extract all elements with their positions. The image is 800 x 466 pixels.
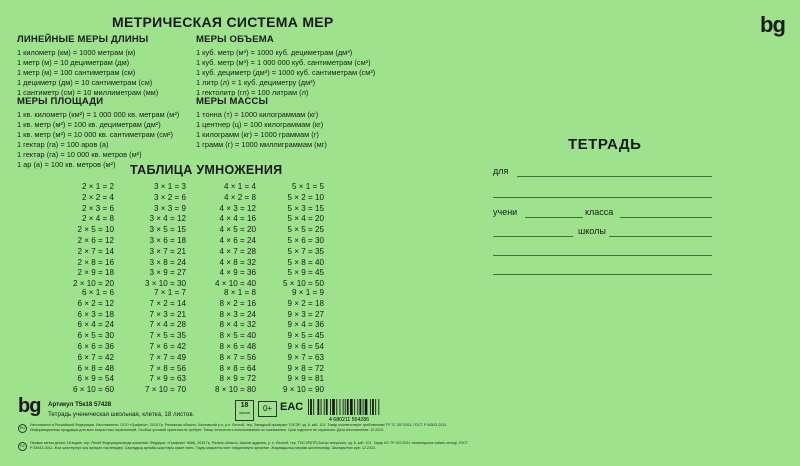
multiplication-row: 6 × 10 = 60	[73, 385, 114, 395]
multiplication-row: 9 × 2 = 18	[287, 298, 324, 308]
multiplication-row: 3 × 8 = 24	[149, 257, 186, 267]
multiplication-row: 2 × 8 = 16	[77, 257, 114, 267]
field-label-for: для	[493, 166, 509, 176]
multiplication-row: 3 × 3 = 9	[154, 203, 186, 213]
multiplication-row: 8 × 2 = 16	[219, 298, 256, 308]
multiplication-row: 6 × 5 = 30	[77, 331, 114, 341]
multiplication-row: 2 × 10 = 20	[73, 279, 114, 289]
multiplication-row: 5 × 8 = 40	[287, 257, 324, 267]
multiplication-row: 2 × 3 = 6	[82, 203, 114, 213]
fine-print-kz: Первые метки детям; 18 видов, тер. Ресей Федерациясында жасалған. Өндіруші: «Графика» ЖШҚ. 2015 Гр. Рязань облысы, Шилов аудансы, р. п. Лесной, тер. ТОСЭР(ПП) Батыс өнеркәсіп, зд. 6, каб. 101. Тауар КО ТР 007/2011 талаптарына сәйкес келеді, ГОСТ Р 54543-2011. Жас шектеулері жоқ ақпарат тақ өнімдер. Сақтаудың арнайы шарттары қажет емес. Тауар мақсатты ниет пайдалануға арналған. Жарамдылық мерзімі шектелмейді. Шығарылған күні: 12.2023.	[30, 441, 468, 450]
multiplication-row: 6 × 1 = 6	[82, 288, 114, 297]
multiplication-row: 7 × 10 = 70	[145, 385, 186, 395]
multiplication-row: 9 × 1 = 9	[292, 288, 324, 297]
multiplication-row: 2 × 2 = 4	[82, 192, 114, 202]
multiplication-row: 7 × 6 = 42	[149, 341, 186, 351]
multiplication-row: 7 × 9 = 63	[149, 374, 186, 384]
length-line: 1 дециметр (дм) = 10 сантиметрам (см)	[17, 77, 153, 87]
multiplication-row: 5 × 1 = 5	[292, 182, 324, 191]
multiplication-row: 3 × 6 = 18	[149, 235, 186, 245]
multiplication-column	[58, 182, 116, 290]
mass-line: 1 тонна (т) = 1000 килограммам (кг)	[196, 110, 319, 119]
multiplication-row: 2 × 5 = 10	[77, 225, 114, 235]
multiplication-row: 7 × 2 = 14	[149, 298, 186, 308]
length-section	[17, 34, 158, 98]
volume-line: 1 куб. метр (м³) = 1000 куб. дециметрам (дм³)	[196, 48, 353, 57]
multiplication-row: 5 × 4 = 20	[287, 214, 324, 224]
volume-line: 1 гектолитр (гл) = 100 литрам (л)	[196, 87, 309, 97]
multiplication-row: 8 × 6 = 48	[219, 341, 256, 351]
footer-logo: bg	[18, 395, 41, 417]
multiplication-row: 7 × 8 = 56	[149, 363, 186, 373]
multiplication-row: 6 × 6 = 36	[77, 341, 114, 351]
multiplication-column	[268, 182, 326, 290]
multiplication-column	[200, 182, 258, 290]
area-heading: МЕРЫ ПЛОЩАДИ	[17, 96, 104, 107]
area-line: 1 ар (а) = 100 кв. метров (м²)	[17, 159, 116, 169]
sheets-unit: листов	[238, 411, 251, 415]
field-line[interactable]	[493, 274, 712, 275]
field-line-school[interactable]	[609, 236, 712, 237]
mass-heading: МЕРЫ МАССЫ	[196, 96, 269, 107]
barcode	[304, 398, 394, 422]
volume-heading: МЕРЫ ОБЪЕМА	[196, 34, 274, 45]
multiplication-row: 8 × 10 = 80	[215, 385, 256, 395]
field-line-class[interactable]	[620, 217, 712, 218]
multiplication-row: 3 × 4 = 12	[149, 214, 186, 224]
area-line: 1 кв. метр (м²) = 100 кв. дециметрам (дм²)	[17, 119, 161, 129]
product-name: Тетрадь ученическая школьная, клетка, 18 листов.	[48, 411, 195, 418]
multiplication-row: 2 × 1 = 2	[82, 182, 114, 191]
multiplication-row: 9 × 3 = 27	[287, 309, 324, 319]
eac-mark: EAC	[280, 401, 304, 413]
multiplication-row: 5 × 3 = 15	[287, 203, 324, 213]
multiplication-row: 8 × 4 = 32	[219, 320, 256, 330]
volume-section	[196, 34, 375, 98]
multiplication-row: 5 × 2 = 10	[287, 192, 324, 202]
multiplication-row: 6 × 3 = 18	[77, 309, 114, 319]
multiplication-row: 3 × 9 = 27	[149, 268, 186, 278]
multiplication-row: 8 × 7 = 56	[219, 352, 256, 362]
multiplication-row: 4 × 7 = 28	[219, 246, 256, 256]
mark-kz-icon: KZ	[18, 442, 27, 451]
multiplication-row: 4 × 8 = 32	[219, 257, 256, 267]
length-line: 1 сантиметр (см) = 10 миллиметрам (мм)	[17, 87, 159, 97]
multiplication-row: 7 × 5 = 35	[149, 331, 186, 341]
metric-system-title: МЕТРИЧЕСКАЯ СИСТЕМА МЕР	[112, 14, 334, 30]
multiplication-row: 6 × 8 = 48	[77, 363, 114, 373]
area-line: 1 кв. километр (км²) = 1 000 000 кв. метрам (м²)	[17, 110, 180, 119]
multiplication-title: ТАБЛИЦА УМНОЖЕНИЯ	[130, 163, 283, 177]
multiplication-row: 9 × 9 = 81	[287, 374, 324, 384]
field-label-student: учени	[493, 207, 518, 217]
multiplication-row: 4 × 9 = 36	[219, 268, 256, 278]
multiplication-row: 8 × 8 = 64	[219, 363, 256, 373]
mass-line: 1 килограмм (кг) = 1000 граммам (г)	[196, 129, 319, 139]
area-line: 1 кв. метр (м²) = 10 000 кв. сантиметрам (см²)	[17, 129, 173, 139]
multiplication-row: 4 × 2 = 8	[224, 192, 256, 202]
multiplication-row: 7 × 3 = 21	[149, 309, 186, 319]
length-line: 1 километр (км) = 1000 метрам (м)	[17, 48, 136, 57]
field-label-class: класса	[585, 207, 614, 217]
multiplication-row: 5 × 10 = 50	[283, 279, 324, 289]
mark-ru-icon: RU	[18, 424, 27, 433]
field-line[interactable]	[493, 255, 712, 256]
multiplication-column	[200, 288, 258, 396]
fine-print-ru: Изготовлено в Российской Федерации. Изготовитель: ООО «Графика», 2015 Гр. Рязанская область, Шиловский р-н, р.п. Лесной, тер. Западный промузел ТОСЭР, зд. 6, каб. 101. Товар соответствует требованиям ТР ТС 007/2011, ГОСТ Р 54543-2011. Информационная продукция для всех возрастных ограничений. Особых условий хранения не требует. Товар относится к использованию по назначению. Срок годности не ограничен. Дата изготовления: 12.2023.	[30, 423, 448, 432]
field-line-student[interactable]	[525, 217, 583, 218]
sheets-count: 18	[240, 402, 249, 409]
brand-logo: bg	[760, 12, 785, 37]
multiplication-row: 9 × 10 = 90	[283, 385, 324, 395]
multiplication-row: 3 × 1 = 3	[154, 182, 186, 191]
field-line[interactable]	[493, 236, 573, 237]
length-heading: ЛИНЕЙНЫЕ МЕРЫ ДЛИНЫ	[17, 34, 149, 45]
length-line: 1 метр (м) = 10 дециметрам (дм)	[17, 57, 130, 67]
artikul: Артикул Т5к18 57428	[48, 401, 112, 408]
multiplication-row: 8 × 5 = 40	[219, 331, 256, 341]
multiplication-row: 9 × 5 = 45	[287, 331, 324, 341]
multiplication-row: 3 × 10 = 30	[145, 279, 186, 289]
multiplication-row: 7 × 4 = 28	[149, 320, 186, 330]
multiplication-row: 3 × 2 = 6	[154, 192, 186, 202]
multiplication-row: 2 × 9 = 18	[77, 268, 114, 278]
mass-line: 1 грамм (г) = 1000 миллиграммам (мг)	[196, 139, 327, 149]
multiplication-row: 2 × 7 = 14	[77, 246, 114, 256]
multiplication-row: 8 × 9 = 72	[219, 374, 256, 384]
mass-section	[196, 96, 327, 150]
mass-line: 1 центнер (ц) = 100 килограммам (кг)	[196, 119, 324, 129]
field-line[interactable]	[493, 197, 712, 198]
multiplication-row: 4 × 5 = 20	[219, 225, 256, 235]
volume-line: 1 куб. метр (м³) = 1 000 000 куб. сантиметрам (см³)	[196, 57, 371, 67]
multiplication-row: 8 × 3 = 24	[219, 309, 256, 319]
multiplication-row: 2 × 6 = 12	[77, 235, 114, 245]
multiplication-row: 9 × 6 = 54	[287, 341, 324, 351]
multiplication-row: 2 × 4 = 8	[82, 214, 114, 224]
multiplication-row: 9 × 4 = 36	[287, 320, 324, 330]
multiplication-row: 5 × 5 = 25	[287, 225, 324, 235]
multiplication-row: 6 × 4 = 24	[77, 320, 114, 330]
volume-line: 1 литр (л) = 1 куб. дециметру (дм³)	[196, 77, 316, 87]
multiplication-row: 4 × 4 = 16	[219, 214, 256, 224]
multiplication-row: 9 × 8 = 72	[287, 363, 324, 373]
multiplication-row: 5 × 7 = 35	[287, 246, 324, 256]
multiplication-column	[58, 288, 116, 396]
length-line: 1 метр (м) = 100 сантиметрам (см)	[17, 67, 136, 77]
area-line: 1 гектар (га) = 100 аров (а)	[17, 139, 109, 149]
multiplication-row: 3 × 7 = 21	[149, 246, 186, 256]
area-line: 1 гектар (га) = 10 000 кв. метров (м²)	[17, 149, 142, 159]
multiplication-row: 3 × 5 = 15	[149, 225, 186, 235]
multiplication-row: 6 × 2 = 12	[77, 298, 114, 308]
multiplication-row: 6 × 9 = 54	[77, 374, 114, 384]
multiplication-row: 4 × 6 = 24	[219, 235, 256, 245]
multiplication-row: 6 × 7 = 42	[77, 352, 114, 362]
multiplication-row: 9 × 7 = 63	[287, 352, 324, 362]
volume-line: 1 куб. дециметр (дм³) = 1000 куб. сантиметрам (см³)	[196, 67, 376, 77]
multiplication-row: 8 × 1 = 8	[224, 288, 256, 297]
field-line-for[interactable]	[517, 176, 712, 177]
multiplication-row: 7 × 7 = 49	[149, 352, 186, 362]
multiplication-row: 7 × 1 = 7	[154, 288, 186, 297]
multiplication-column	[130, 288, 188, 396]
multiplication-row: 5 × 9 = 45	[287, 268, 324, 278]
multiplication-column	[268, 288, 326, 396]
multiplication-row: 5 × 6 = 30	[287, 235, 324, 245]
barcode-digits: 4 680211 554286	[328, 417, 370, 422]
area-section	[17, 96, 179, 169]
multiplication-column	[130, 182, 188, 290]
multiplication-row: 4 × 10 = 40	[215, 279, 256, 289]
multiplication-row: 4 × 1 = 4	[224, 182, 256, 191]
field-label-school: школы	[578, 226, 606, 236]
multiplication-row: 4 × 3 = 12	[219, 203, 256, 213]
notebook-title: ТЕТРАДЬ	[568, 136, 642, 153]
sheets-count-badge	[235, 400, 254, 421]
age-rating-badge: 0+	[258, 401, 277, 417]
